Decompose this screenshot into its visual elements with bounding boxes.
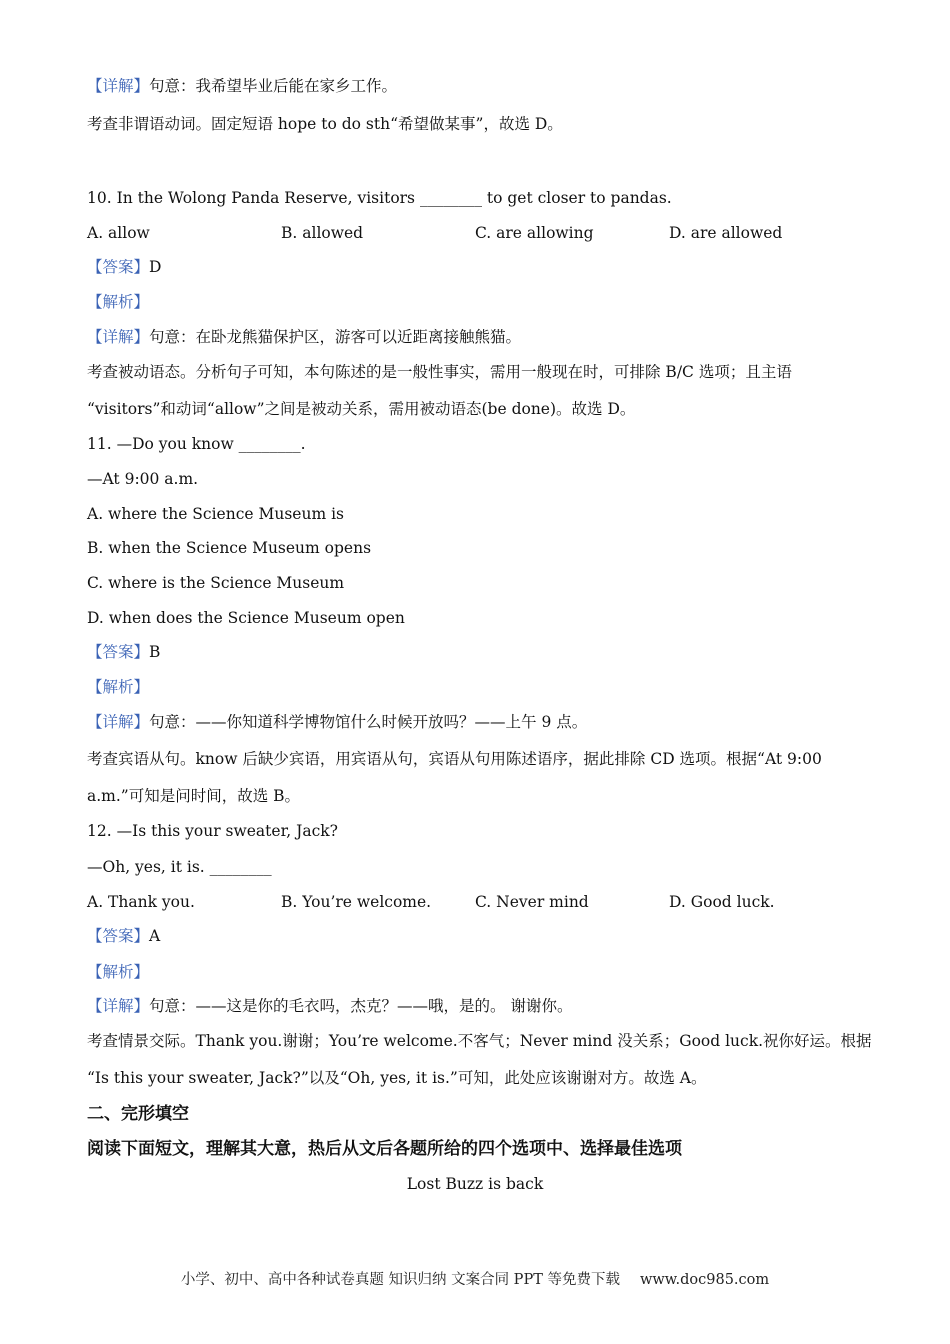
footer-url[interactable]: www.doc985.com — [639, 1272, 770, 1288]
q10-option-b: B. allowed — [281, 224, 364, 242]
question-12-reply: —Oh, yes, it is. ________ — [87, 858, 272, 876]
detail-tag: 【详解】 — [87, 77, 150, 95]
detail-tag: 【详解】 — [87, 713, 150, 731]
q11-analysis-2: a.m.”可知是问时间，故选 B。 — [87, 787, 301, 805]
answer-tag: 【答案】 — [87, 643, 150, 661]
question-12-stem: 12. —Is this your sweater, Jack? — [87, 822, 338, 840]
page-footer — [0, 1270, 950, 1290]
analysis-line: 考查非谓语动词。固定短语 hope to do sth“希望做某事”，故选 D。 — [87, 115, 563, 133]
detail-meaning: 句意：我希望毕业后能在家乡工作。 — [149, 77, 398, 95]
detail-line — [87, 76, 397, 96]
question-11-reply: —At 9:00 a.m. — [87, 470, 199, 488]
section-instruction: 阅读下面短文，理解其大意，热后从文后各题所给的四个选项中、选择最佳选项 — [87, 1139, 682, 1159]
question-11-stem: 11. —Do you know ________. — [87, 435, 306, 453]
q12-option-a: A. Thank you. — [87, 893, 195, 911]
question-10-stem: 10. In the Wolong Panda Reserve, visitors ________ to get closer to pandas. — [87, 189, 672, 207]
q10-detail — [87, 327, 521, 347]
passage-title: Lost Buzz is back — [406, 1175, 544, 1193]
answer-value: D — [149, 258, 162, 276]
q10-option-d: D. are allowed — [669, 224, 783, 242]
q12-option-d: D. Good luck. — [669, 893, 775, 911]
q11-answer — [87, 642, 160, 662]
q11-option-a: A. where the Science Museum is — [87, 505, 344, 523]
detail-tag: 【详解】 — [87, 997, 150, 1015]
answer-tag: 【答案】 — [87, 258, 150, 276]
q12-detail — [87, 996, 572, 1016]
q12-option-c: C. Never mind — [475, 893, 589, 911]
q11-option-b: B. when the Science Museum opens — [87, 539, 372, 557]
q10-option-c: C. are allowing — [475, 224, 594, 242]
q10-analysis-1: 考查被动语态。分析句子可知，本句陈述的是一般性事实，需用一般现在时，可排除 B/C 选项；且主语 — [87, 363, 792, 381]
detail-meaning: 句意：在卧龙熊猫保护区，游客可以近距离接触熊猫。 — [149, 328, 522, 346]
answer-tag: 【答案】 — [87, 927, 150, 945]
answer-value: A — [149, 927, 161, 945]
q10-jiexi-tag: 【解析】 — [87, 293, 150, 311]
answer-value: B — [149, 643, 161, 661]
q11-detail — [87, 712, 587, 732]
q11-jiexi-tag: 【解析】 — [87, 678, 150, 696]
q11-option-d: D. when does the Science Museum open — [87, 609, 405, 627]
q12-answer — [87, 926, 160, 946]
detail-meaning: 句意：——你知道科学博物馆什么时候开放吗？——上午 9 点。 — [149, 713, 588, 731]
q10-analysis-2: “visitors”和动词“allow”之间是被动关系，需用被动语态(be done)。故选 D。 — [87, 400, 636, 418]
q11-option-c: C. where is the Science Museum — [87, 574, 345, 592]
footer-text: 小学、初中、高中各种试卷真题 知识归纳 文案合同 PPT 等免费下载 — [180, 1272, 620, 1288]
q10-answer — [87, 257, 161, 277]
q12-analysis-1: 考查情景交际。Thank you.谢谢；You’re welcome.不客气；Never mind 没关系；Good luck.祝你好运。根据 — [87, 1032, 872, 1050]
section-heading: 二、完形填空 — [87, 1104, 189, 1124]
q12-option-b: B. You’re welcome. — [281, 893, 432, 911]
q11-analysis-1: 考查宾语从句。know 后缺少宾语，用宾语从句，宾语从句用陈述语序，据此排除 CD 选项。根据“At 9:00 — [87, 750, 822, 768]
q10-option-a: A. allow — [87, 224, 150, 242]
detail-tag: 【详解】 — [87, 328, 150, 346]
q12-jiexi-tag: 【解析】 — [87, 963, 150, 981]
detail-meaning: 句意：——这是你的毛衣吗，杰克？——哦，是的。 谢谢你。 — [149, 997, 573, 1015]
q12-analysis-2: “Is this your sweater, Jack?”以及“Oh, yes, it is.”可知，此处应该谢谢对方。故选 A。 — [87, 1069, 707, 1087]
